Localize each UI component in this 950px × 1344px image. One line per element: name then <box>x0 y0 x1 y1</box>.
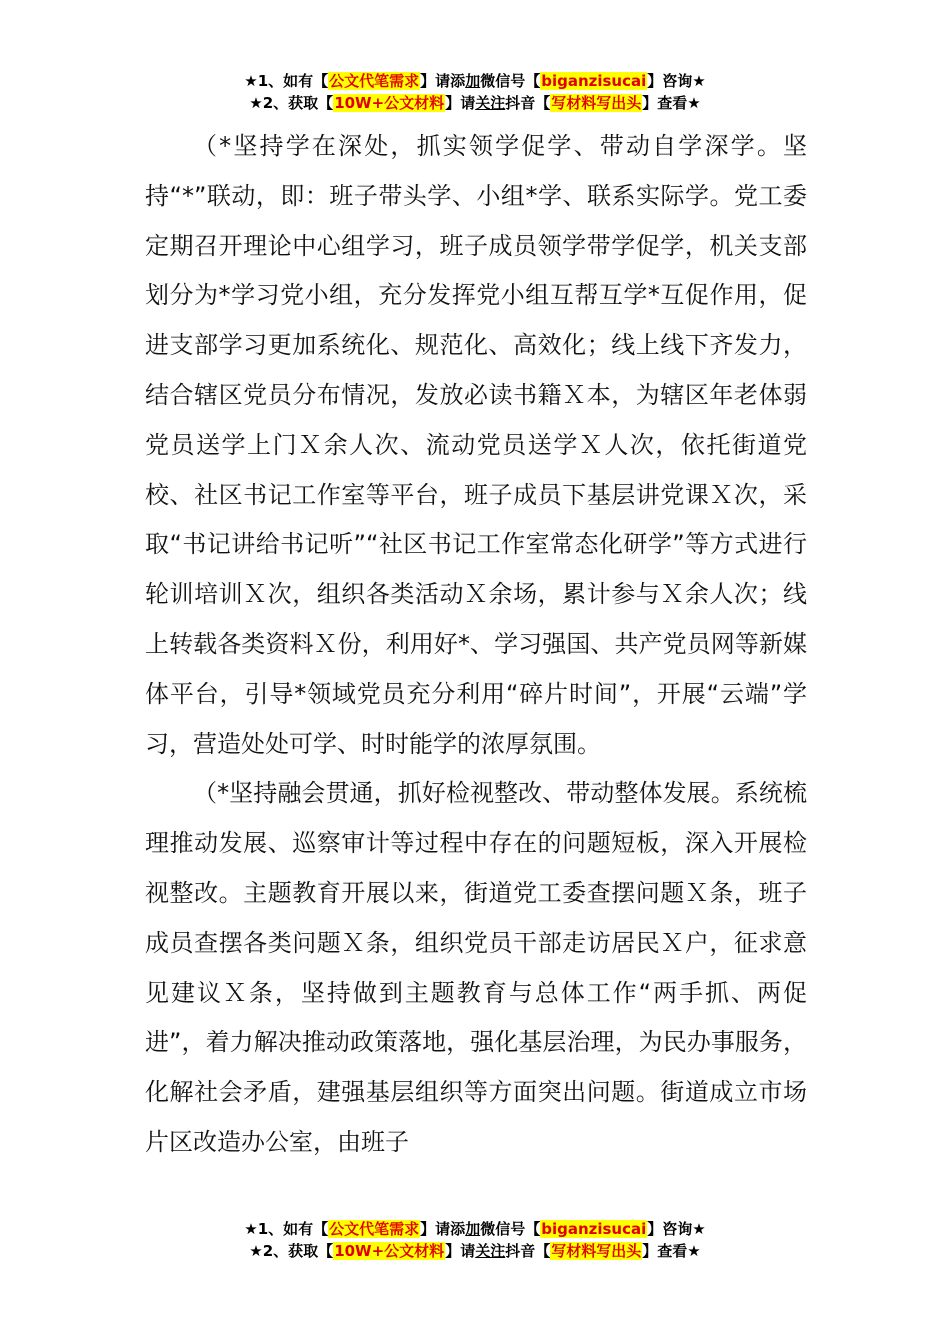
banner-line-1 <box>0 1218 950 1240</box>
banner-highlight: 10W+公文材料 <box>334 1242 445 1260</box>
banner-text: 】请添 <box>420 72 466 90</box>
banner-highlight: biganzisucai <box>541 72 647 90</box>
banner-line-1 <box>0 70 950 92</box>
banner-highlight: 10W+公文材料 <box>334 94 445 112</box>
banner-highlight: 写材料写出头 <box>551 94 642 112</box>
banner-text: 】请 <box>445 94 476 112</box>
document-body <box>145 122 807 1168</box>
banner-text: ★2、获取【 <box>249 94 334 112</box>
banner-text: 】查看★ <box>642 1242 701 1260</box>
header-banner <box>0 70 950 114</box>
banner-underlined-text: 加 <box>465 72 481 90</box>
banner-text: 】咨询★ <box>647 72 706 90</box>
banner-line-2 <box>0 92 950 114</box>
banner-highlight: 公文代笔需求 <box>329 72 420 90</box>
footer-banner <box>0 1218 950 1262</box>
banner-highlight: biganzisucai <box>541 1220 647 1238</box>
banner-text: 】请添 <box>420 1220 466 1238</box>
banner-text: 】请 <box>445 1242 476 1260</box>
banner-text: 】咨询★ <box>647 1220 706 1238</box>
banner-text: 】查看★ <box>642 94 701 112</box>
banner-highlight: 写材料写出头 <box>551 1242 642 1260</box>
body-paragraph-1: （*坚持学在深处，抓实领学促学、带动自学深学。坚持“*”联动，即：班子带头学、小组*学、联系实际学。党工委定期召开理论中心组学习，班子成员领学带学促学，机关支部划分为*学习党小组，充分发挥党小组互帮互学*互促作用，促进支部学习更加系统化、规范化、高效化；线上线下齐发力，结合辖区党员分布情况，发放必读书籍Ｘ本，为辖区年老体弱党员送学上门Ｘ余人次、流动党员送学Ｘ人次，依托街道党校、社区书记工作室等平台，班子成员下基层讲党课Ｘ次，采取“书记讲给书记听”“社区书记工作室常态化研学”等方式进行轮训培训Ｘ次，组织各类活动Ｘ余场，累计参与Ｘ余人次；线上转载各类资料Ｘ份，利用好*、学习强国、共产党员网等新媒体平台，引导*领域党员充分利用“碎片时间”，开展“云端”学习，营造处处可学、时时能学的浓厚氛围。 <box>145 132 807 758</box>
banner-underlined-text: 加 <box>465 1220 481 1238</box>
body-paragraph-2: （*坚持融会贯通，抓好检视整改、带动整体发展。系统梳理推动发展、巡察审计等过程中存在的问题短板，深入开展检视整改。主题教育开展以来，街道党工委查摆问题Ｘ条，班子成员查摆各类问题Ｘ条，组织党员干部走访居民Ｘ户，征求意见建议Ｘ条，坚持做到主题教育与总体工作“两手抓、两促进”，着力解决推动政策落地，强化基层治理，为民办事服务，化解社会矛盾，建强基层组织等方面突出问题。街道成立市场片区改造办公室，由班子 <box>145 779 807 1156</box>
banner-text: 抖音【 <box>505 94 551 112</box>
banner-text: ★1、如有【 <box>244 72 329 90</box>
banner-highlight: 公文代笔需求 <box>329 1220 420 1238</box>
banner-text: ★2、获取【 <box>249 1242 334 1260</box>
banner-underlined-text: 关注 <box>475 94 506 112</box>
banner-line-2 <box>0 1240 950 1262</box>
banner-text: ★1、如有【 <box>244 1220 329 1238</box>
banner-text: 微信号【 <box>480 72 541 90</box>
banner-text: 抖音【 <box>505 1242 551 1260</box>
banner-underlined-text: 关注 <box>475 1242 506 1260</box>
banner-text: 微信号【 <box>480 1220 541 1238</box>
